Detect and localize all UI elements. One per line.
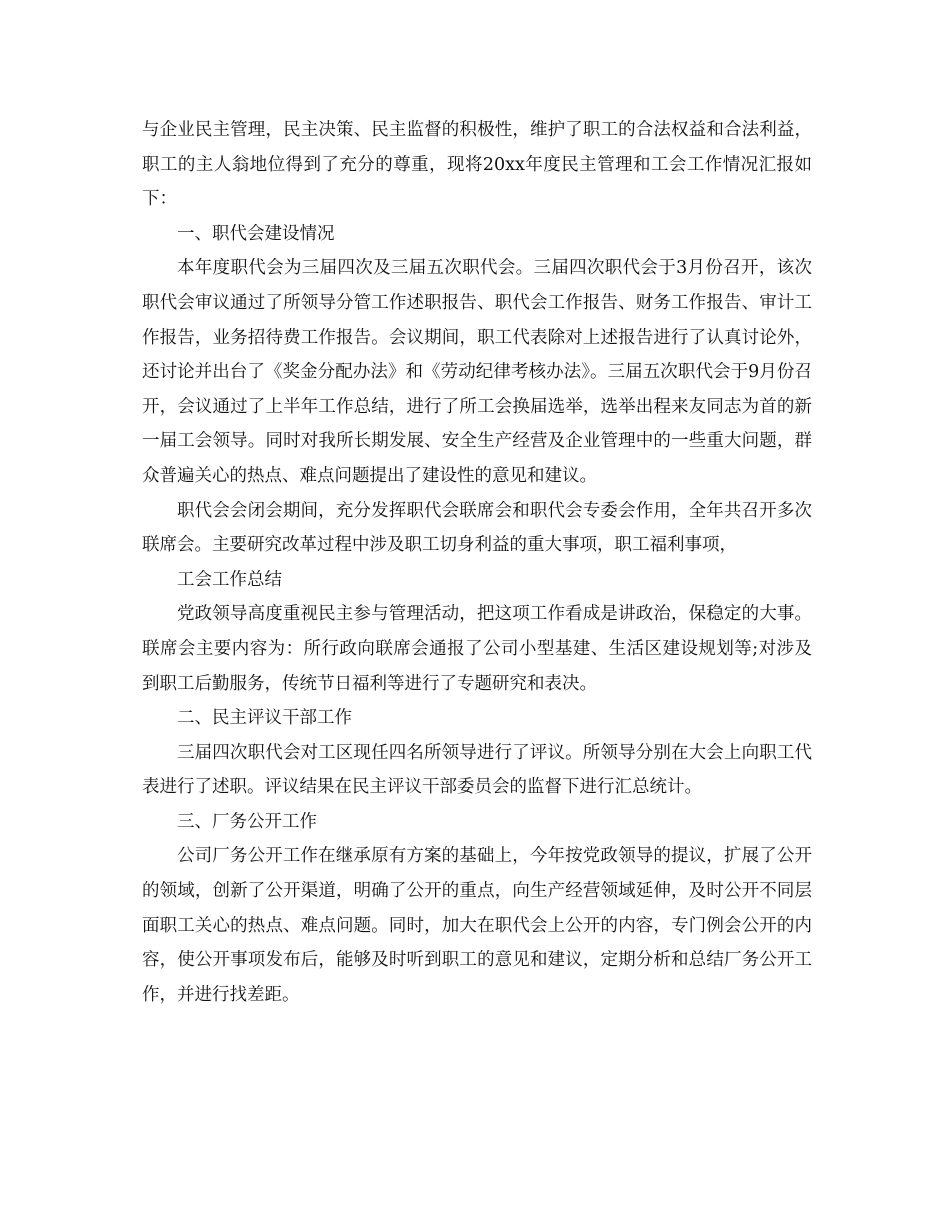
paragraph-leadership-attention: 党政领导高度重视民主参与管理活动，把这项工作看成是讲政治，保稳定的大事。联席会主要内容为：所行政向联席会通报了公司小型基建、生活区建设规划等;对涉及到职工后勤服务，传统节日福利等进行了专题研究和表决。 bbox=[142, 604, 812, 694]
paragraph-cadre-evaluation: 三届四次职代会对工区现任四名所领导进行了评议。所领导分别在大会上向职工代表进行了述职。评议结果在民主评议干部委员会的监督下进行汇总统计。 bbox=[142, 742, 812, 798]
paragraph-intro-continuation: 与企业民主管理，民主决策、民主监督的积极性，维护了职工的合法权益和合法利益，职工的主人翁地位得到了充分的尊重，现将20xx年度民主管理和工会工作情况汇报如下： bbox=[142, 120, 812, 210]
paragraph-congress-sessions: 本年度职代会为三届四次及三届五次职代会。三届四次职代会于3月份召开，该次职代会审议通过了所领导分管工作述职报告、职代会工作报告、财务工作报告、审计工作报告，业务招待费工作报告。会议期间，职工代表除对上述报告进行了认真讨论外，还讨论并出台了《奖金分配办法》和《劳动纪律考核办法》。三届五次职代会于9月份召开，会议通过了上半年工作总结，进行了所工会换届选举，选举出程来友同志为首的新一届工会领导。同时对我所长期发展、安全生产经营及企业管理中的一些重大问题，群众普遍关心的热点、难点问题提出了建设性的意见和建议。 bbox=[142, 258, 812, 486]
paragraph-affairs-disclosure: 公司厂务公开工作在继承原有方案的基础上，今年按党政领导的提议，扩展了公开的领域，创新了公开渠道，明确了公开的重点，向生产经营领域延伸，及时公开不同层面职工关心的热点、难点问题。同时，加大在职代会上公开的内容，专门例会公开的内容，使公开事项发布后，能够及时听到职工的意见和建议，定期分析和总结厂务公开工作，并进行找差距。 bbox=[142, 846, 812, 1005]
paragraph-recess-activities: 职代会会闭会期间，充分发挥职代会联席会和职代会专委会作用，全年共召开多次联席会。主要研究改革过程中涉及职工切身利益的重大事项，职工福利事项， bbox=[142, 500, 812, 556]
document-body bbox=[142, 113, 812, 1012]
heading-union-summary: 工会工作总结 bbox=[177, 569, 282, 590]
heading-section-3: 三、厂务公开工作 bbox=[177, 811, 317, 832]
heading-section-1: 一、职代会建设情况 bbox=[177, 223, 335, 244]
heading-section-2: 二、民主评议干部工作 bbox=[177, 708, 352, 729]
